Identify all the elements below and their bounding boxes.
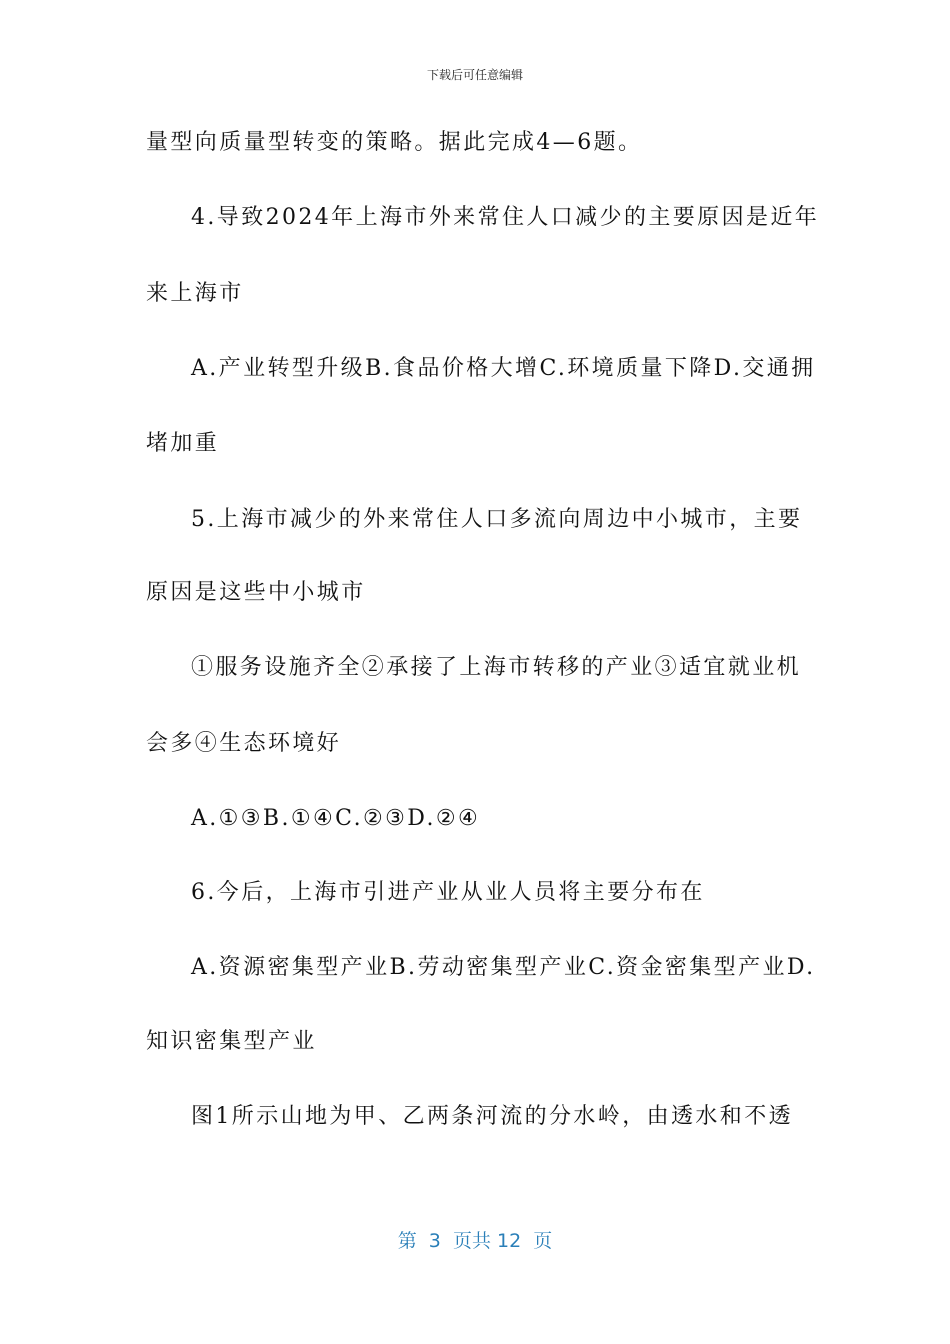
question-4-options: A.产业转型升级B.食品价格大增C.环境质量下降D.交通拥 [191,356,816,381]
question-5-options: A.①③B.①④C.②③D.②④ [191,806,481,831]
question-6-stem: 6.今后，上海市引进产业从业人员将主要分布在 [191,880,705,905]
question-5-statements-cont: 会多④生态环境好 [146,731,342,756]
question-4-stem: 4.导致2024年上海市外来常住人口减少的主要原因是近年 [191,205,820,230]
question-5-stem-cont: 原因是这些中小城市 [146,580,366,605]
question-4-stem-cont: 来上海市 [146,281,244,306]
question-4-options-cont: 堵加重 [146,431,220,456]
question-5-stem: 5.上海市减少的外来常住人口多流向周边中小城市，主要 [191,507,803,532]
text-line: 量型向质量型转变的策略。据此完成4—6题。 [146,130,643,155]
question-6-options-cont: 知识密集型产业 [146,1029,317,1054]
page-number-footer: 第 3 页共 12 页 [397,1230,553,1252]
question-5-statements: ①服务设施齐全②承接了上海市转移的产业③适宜就业机 [191,655,802,680]
question-6-options: A.资源密集型产业B.劳动密集型产业C.资金密集型产业D. [191,955,816,980]
page-header-note: 下载后可任意编辑 [426,68,523,82]
figure-1-intro: 图1所示山地为甲、乙两条河流的分水岭，由透水和不透 [191,1104,793,1129]
